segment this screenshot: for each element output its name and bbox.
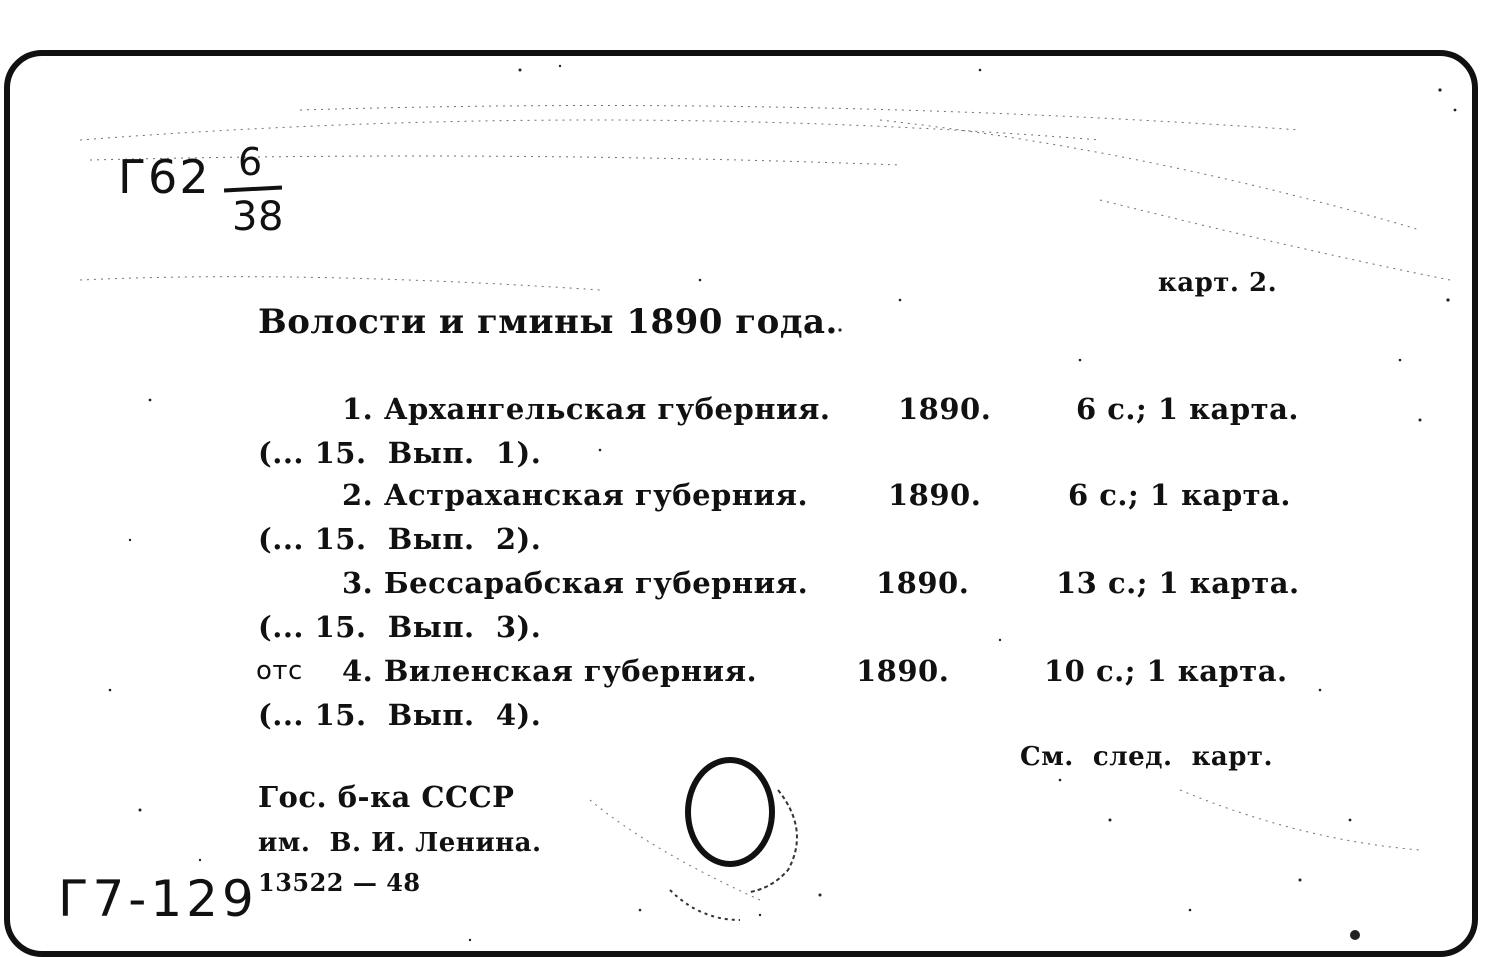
entry-2-extent: 6 с.; 1 карта.	[1068, 478, 1291, 512]
entry-4-extent: 10 с.; 1 карта.	[1044, 654, 1288, 688]
entry-4-mark: отс	[256, 656, 303, 686]
punch-hole-mark	[660, 750, 820, 930]
entry-4-series: (... 15. Вып. 4).	[258, 698, 542, 732]
entry-2-title: 2. Астраханская губерния.	[342, 478, 809, 512]
library-line-3: 13522 — 48	[258, 868, 421, 897]
entry-1-series: (... 15. Вып. 1).	[258, 436, 542, 470]
card-label: карт. 2.	[1158, 268, 1278, 298]
continuation-note: См. след. карт.	[1020, 742, 1274, 772]
entry-3-extent: 13 с.; 1 карта.	[1056, 566, 1300, 600]
entry-1-year: 1890.	[898, 392, 992, 426]
entry-2-year: 1890.	[888, 478, 982, 512]
library-line-1: Гос. б-ка СССР	[258, 780, 515, 814]
entry-3-series: (... 15. Вып. 3).	[258, 610, 542, 644]
call-number-numerator: 6	[238, 140, 263, 184]
entry-4-title: 4. Виленская губерния.	[342, 654, 758, 688]
entry-3-title: 3. Бессарабская губерния.	[342, 566, 809, 600]
entry-3-year: 1890.	[876, 566, 970, 600]
library-line-2: им. В. И. Ленина.	[258, 828, 542, 858]
call-number-prefix: Г62	[118, 150, 211, 204]
entry-1-extent: 6 с.; 1 карта.	[1076, 392, 1299, 426]
entry-1-title: 1. Архангельская губерния.	[342, 392, 831, 426]
handwritten-code: Г7-129	[58, 870, 258, 928]
entry-2-series: (... 15. Вып. 2).	[258, 522, 542, 556]
page-title: Волости и гмины 1890 года.	[258, 302, 838, 342]
entry-4-year: 1890.	[856, 654, 950, 688]
call-number-denominator: 38	[232, 194, 284, 240]
